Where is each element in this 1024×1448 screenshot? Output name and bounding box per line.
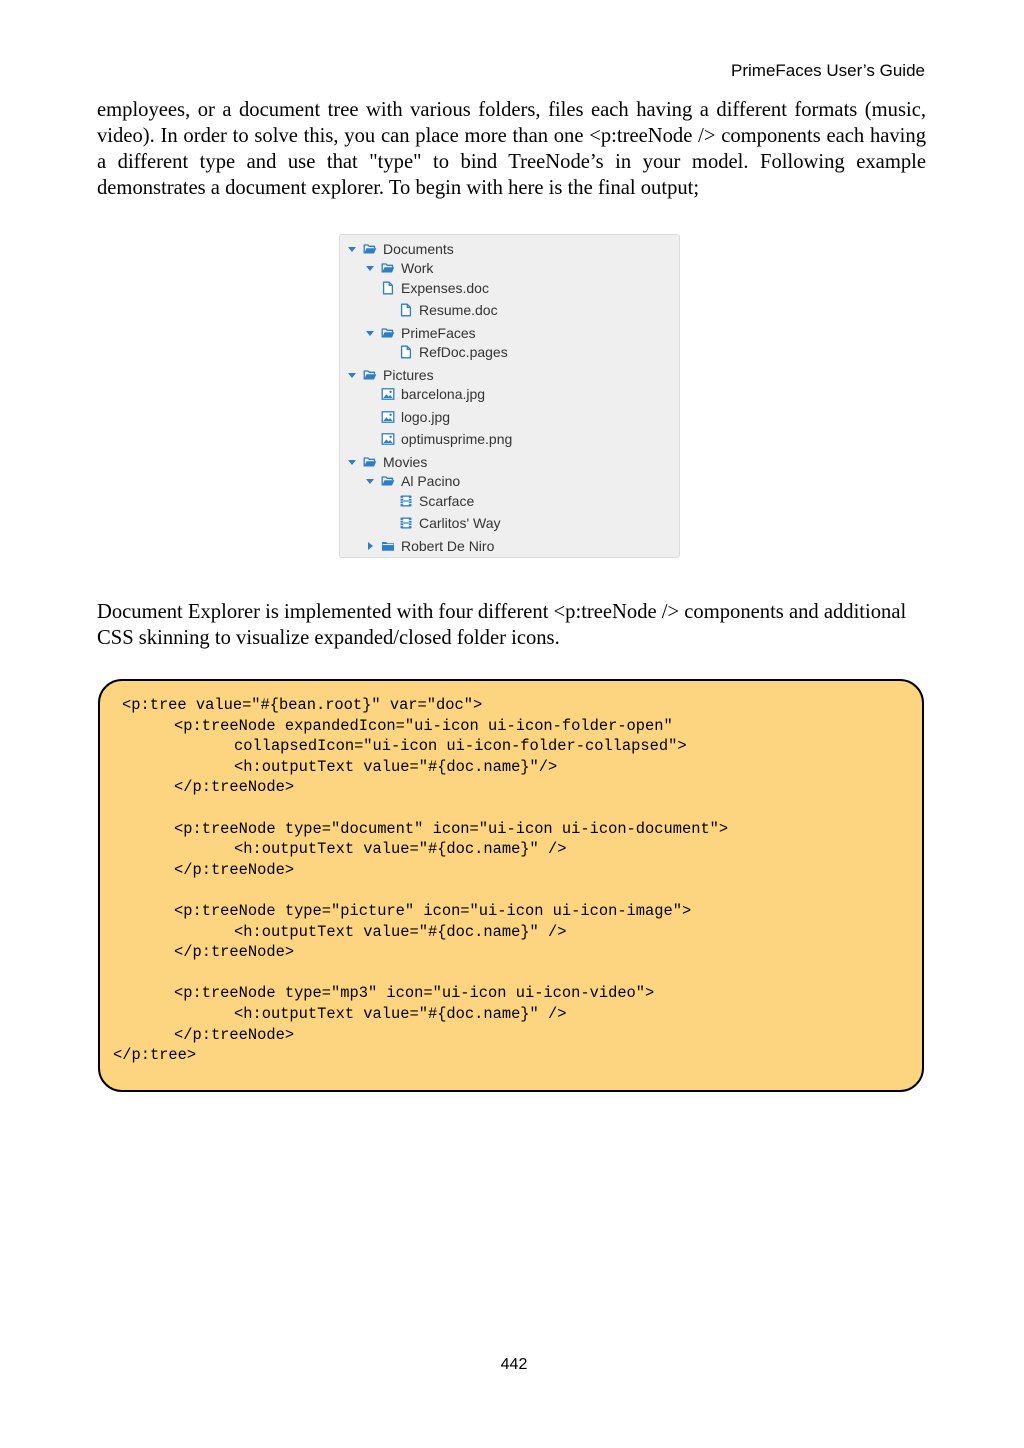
code-line: <p:treeNode type="document" icon="ui-icon ui-icon-document"> bbox=[174, 819, 729, 838]
tree-node-label: PrimeFaces bbox=[401, 325, 476, 341]
folder-open-icon bbox=[361, 240, 379, 258]
folder-open-icon bbox=[379, 472, 397, 490]
tree-node bbox=[343, 240, 454, 258]
toggle-spacer bbox=[379, 492, 397, 510]
tree-node bbox=[361, 537, 494, 555]
document-icon bbox=[397, 301, 415, 319]
tree-node-label: logo.jpg bbox=[401, 409, 451, 425]
tree-node bbox=[361, 279, 489, 297]
tree-node-label: Expenses.doc bbox=[401, 280, 489, 296]
folder-open-icon bbox=[379, 259, 397, 277]
tree-node-label: Al Pacino bbox=[401, 473, 461, 489]
code-sample-box bbox=[98, 679, 924, 1092]
code-line: </p:treeNode> bbox=[174, 860, 295, 879]
folder-open-icon bbox=[361, 366, 379, 384]
tree-node bbox=[361, 259, 433, 277]
image-icon bbox=[379, 385, 397, 403]
tree-node bbox=[379, 343, 508, 361]
tree-node-label: Documents bbox=[383, 241, 454, 257]
code-line: </p:treeNode> bbox=[174, 943, 295, 962]
folder-open-icon bbox=[379, 324, 397, 342]
triangle-down-icon bbox=[343, 240, 361, 258]
toggle-spacer bbox=[361, 385, 379, 403]
paragraph-line: Document Explorer is implemented with four different <p:treeNode /> components and additional bbox=[97, 601, 907, 623]
paragraph-line: demonstrates a document explorer. To begin with here is the final output; bbox=[97, 177, 700, 199]
code-blank-line bbox=[113, 798, 728, 819]
tree-node-label: Carlitos' Way bbox=[419, 515, 501, 531]
tree-node bbox=[361, 324, 476, 342]
tree-node-label: Robert De Niro bbox=[401, 538, 495, 554]
code-line: </p:treeNode> bbox=[174, 1025, 295, 1044]
code-line: </p:treeNode> bbox=[174, 778, 295, 797]
page-number: 442 bbox=[500, 1356, 528, 1373]
toggle-spacer bbox=[361, 279, 379, 297]
tree-node bbox=[361, 385, 485, 403]
tree-node bbox=[343, 453, 427, 471]
code-line: </p:tree> bbox=[113, 1046, 197, 1065]
triangle-down-icon bbox=[343, 453, 361, 471]
tree-node-label: barcelona.jpg bbox=[401, 386, 486, 402]
tree-node bbox=[343, 366, 434, 384]
document-icon bbox=[379, 279, 397, 297]
tree-node bbox=[379, 492, 474, 510]
folder-closed-icon bbox=[379, 537, 397, 555]
triangle-right-icon bbox=[361, 537, 379, 555]
code-line: <h:outputText value="#{doc.name}"/> bbox=[234, 757, 558, 776]
tree-node bbox=[361, 430, 512, 448]
code-line: <p:treeNode type="mp3" icon="ui-icon ui-icon-video"> bbox=[174, 984, 655, 1003]
image-icon bbox=[379, 430, 397, 448]
tree-node-label: Resume.doc bbox=[419, 302, 498, 318]
tree-node-label: Movies bbox=[383, 454, 428, 470]
video-icon bbox=[397, 492, 415, 510]
tree-node-label: Work bbox=[401, 260, 434, 276]
code-line: <p:treeNode expandedIcon="ui-icon ui-icon-folder-open" bbox=[174, 716, 673, 735]
paragraph-line: CSS skinning to visualize expanded/closed folder icons. bbox=[97, 627, 560, 649]
document-icon bbox=[397, 343, 415, 361]
folder-open-icon bbox=[361, 453, 379, 471]
triangle-down-icon bbox=[343, 366, 361, 384]
triangle-down-icon bbox=[361, 324, 379, 342]
toggle-spacer bbox=[379, 514, 397, 532]
paragraph-line: employees, or a document tree with various folders, files each having a different formats (music, bbox=[97, 99, 926, 121]
second-paragraph bbox=[97, 599, 926, 651]
video-icon bbox=[397, 514, 415, 532]
tree-node bbox=[361, 408, 450, 426]
paragraph-line: a different type and use that "type" to bind TreeNode’s in your model. Following example bbox=[97, 151, 926, 173]
code-line: <p:tree value="#{bean.root}" var="doc"> bbox=[122, 696, 483, 714]
code-blank-line bbox=[113, 963, 728, 984]
code-sample bbox=[113, 695, 728, 1066]
code-blank-line bbox=[113, 880, 728, 901]
image-icon bbox=[379, 408, 397, 426]
code-line: <h:outputText value="#{doc.name}" /> bbox=[234, 1004, 567, 1023]
tree-node-label: Scarface bbox=[419, 493, 475, 509]
code-line: collapsedIcon="ui-icon ui-icon-folder-collapsed"> bbox=[234, 737, 687, 756]
tree-node bbox=[379, 301, 498, 319]
running-header: PrimeFaces User’s Guide bbox=[731, 61, 925, 80]
toggle-spacer bbox=[361, 408, 379, 426]
triangle-down-icon bbox=[361, 259, 379, 277]
tree-node bbox=[379, 514, 501, 532]
paragraph-line: video). In order to solve this, you can place more than one <p:treeNode /> components each having bbox=[97, 125, 926, 147]
toggle-spacer bbox=[361, 430, 379, 448]
code-line: <h:outputText value="#{doc.name}" /> bbox=[234, 840, 567, 859]
tree-node-label: RefDoc.pages bbox=[419, 344, 508, 360]
code-line: <h:outputText value="#{doc.name}" /> bbox=[234, 922, 567, 941]
toggle-spacer bbox=[379, 343, 397, 361]
intro-paragraph bbox=[97, 97, 926, 201]
code-line: <p:treeNode type="picture" icon="ui-icon ui-icon-image"> bbox=[174, 901, 692, 920]
document-tree-figure bbox=[339, 234, 680, 558]
triangle-down-icon bbox=[361, 472, 379, 490]
tree-node bbox=[361, 472, 460, 490]
tree-node-label: optimusprime.png bbox=[401, 431, 513, 447]
tree-node-label: Pictures bbox=[383, 367, 434, 383]
toggle-spacer bbox=[379, 301, 397, 319]
